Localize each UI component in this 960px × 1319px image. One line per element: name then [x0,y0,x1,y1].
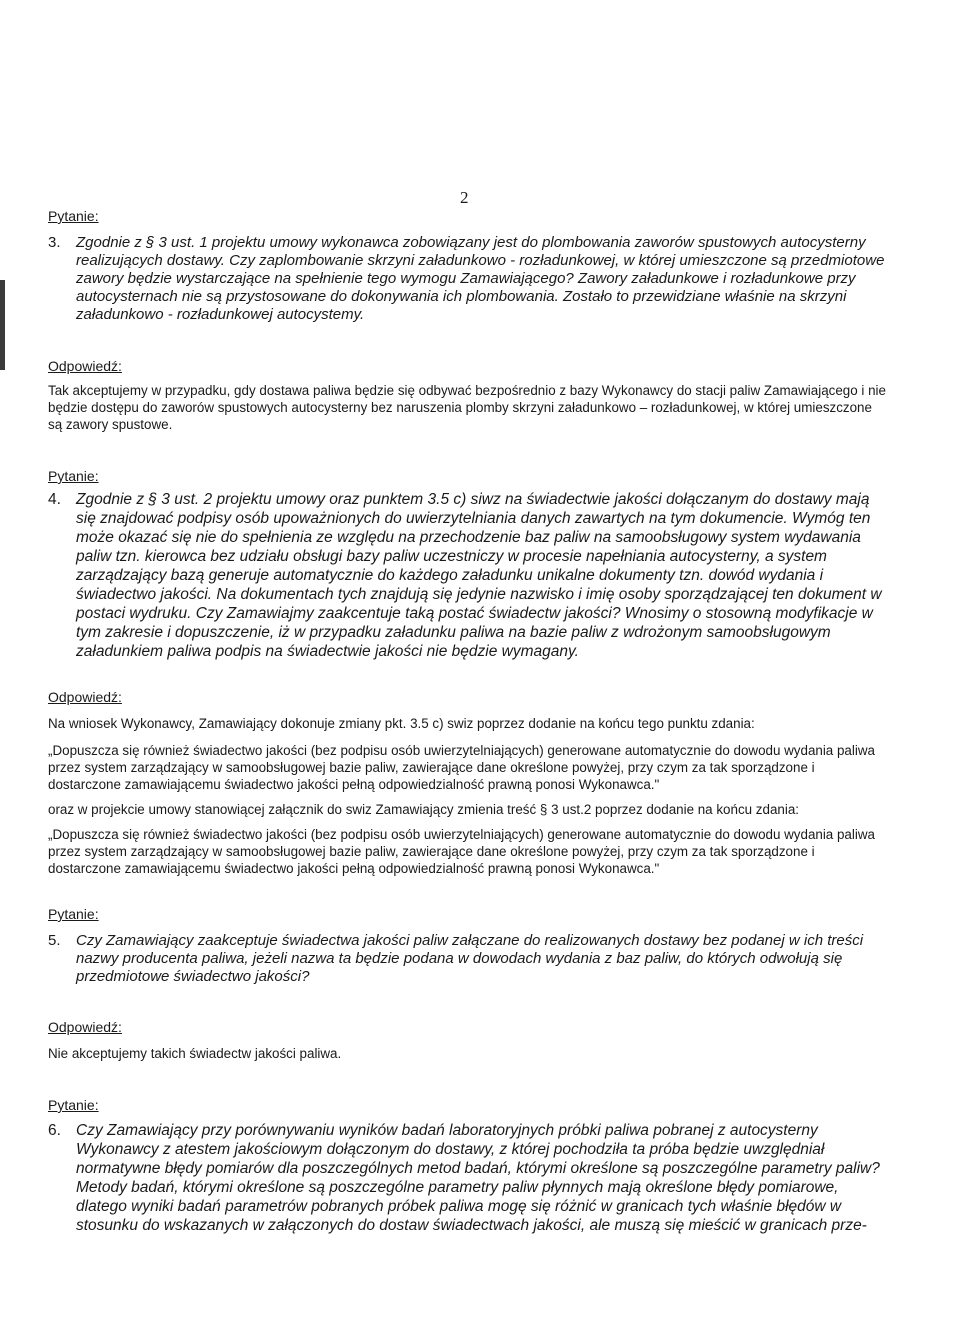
answer-label: Odpowiedź: [48,689,122,705]
question-text [48,932,888,986]
qa-item-3 [48,208,888,324]
question-label: Pytanie: [48,468,99,484]
question-body: Zgodnie z § 3 ust. 1 projektu umowy wykonawca zobowiązany jest do plombowania zaworów spustowych autocysterny realizujących dostawy. Czy zaplombowanie skrzyni załadunkowo - rozładunkowej, w której umieszczone są przedmiotowe zawory będzie wystarczające na spełnienie tego wymogu Zamawiającego? Zawory załadunkowe i rozładunkowe przy autocysternach nie są przystosowane do dokonywania ich plombowania. Zostało to przewidziane właśnie na skrzyni załadunkowo - rozładunkowej autocystemy. [76,234,885,323]
question-body: Zgodnie z § 3 ust. 2 projektu umowy oraz punktem 3.5 c) siwz na świadectwie jakości dołączanym do dostawy mają się znajdować podpisy osób upoważnionych do uwierzytelniania danych zawartych na tym dokumencie. Wymóg ten może okazać się nie do spełnienia ze względu na przechodzenie baz paliw na samoobsługowy system wydawania paliw tzn. kierowca bez udziału obsługi bazy paliw uczestniczy w procesie napełniania autocysterny, a system zarządzający bazą generuje automatycznie do każdego załadunku unikalne dokumenty tzn. dowód wydania i świadectwo jakości. Na dokumentach tych znajdują się jedynie nazwisko i imię osoby sporządzającej ten dokument w postaci wydruku. Czy Zamawiajmy zaakcentuje taką postać świadectw jakości? Wnosimy o stosowną modyfikacje w tym zakresie i dopuszczenie, iż w przypadku załadunku paliwa na bazie paliw z wdrożonym samoobsługowym załadunkiem paliwa podpis na świadectwie jakości nie będzie wymagany. [76,491,882,660]
question-label: Pytanie: [48,1097,99,1113]
answer-paragraph: oraz w projekcie umowy stanowiącej załącznik do swiz Zamawiający zmienia treść § 3 ust.2 poprzez dodanie na końcu zdania: [48,802,799,817]
question-number: 3. [48,234,61,251]
question-label: Pytanie: [48,906,99,922]
qa-item-4 [48,468,888,661]
question-body: Czy Zamawiający zaakceptuje świadectwa jakości paliw załączane do realizowanych dostawy bez podanej w ich treści nazwy producenta paliwa, jeżeli nazwa ta będzie podana w dowodach wydania z baz paliw, do których odwołują się przedmiotowe świadectwo jakości? [76,932,864,985]
answer-paragraph: „Dopuszcza się również świadectwo jakości (bez podpisu osób uwierzytelniających) generowane automatycznie do dowodu wydania paliwa przez system zarządzający w samoobsługowej bazie paliw, zawierające dane określone powyżej, przy czym za tak sporządzone i dostarczone zamawiającemu świadectwo jakości pełną odpowiedzialność prawną ponosi Wykonawca." [48,827,875,876]
answer-3 [48,358,888,433]
answer-label: Odpowiedź: [48,358,122,374]
answer-label: Odpowiedź: [48,1019,122,1035]
answer-paragraph: Nie akceptujemy takich świadectw jakości paliwa. [48,1046,342,1061]
question-text [48,490,888,661]
qa-item-5 [48,906,888,986]
question-number: 4. [48,491,61,508]
question-text [48,1121,888,1235]
question-number: 6. [48,1122,61,1139]
question-body: Czy Zamawiający przy porównywaniu wyników badań laboratoryjnych próbki paliwa pobranej z autocysterny Wykonawcy z atestem jakościowym dołączonym do dostawy, z której pochodziła ta próba będzie uwzględniał normatywne błędy pomiarów dla poszczególnych metod badań, którymi określone są poszczególne parametry paliw? Metody badań, którymi określone są poszczególne parametry paliw płynnych mają określone błędy pomiarowe, dlatego wyniki badań parametrów pobranych próbek paliwa mogę się różnić w granicach tych właśnie błędów w stosunku do wskazanych w załączonych do dostaw świadectwach jakości, ale muszą się mieścić w granicach prze- [76,1122,880,1234]
answer-paragraph: „Dopuszcza się również świadectwo jakości (bez podpisu osób uwierzytelniających) generowane automatycznie do dowodu wydania paliwa przez system zarządzający w samoobsługowej bazie paliw, zawierające dane określone powyżej, przy czym za tak sporządzone i dostarczone zamawiającemu świadectwo jakości pełną odpowiedzialność prawną ponosi Wykonawca." [48,743,875,792]
question-number: 5. [48,932,61,949]
answer-5 [48,1019,888,1062]
question-label: Pytanie: [48,208,99,224]
scan-edge-mark [0,280,5,370]
answer-4 [48,689,888,877]
page-number: 2 [460,188,469,207]
qa-item-6 [48,1097,888,1235]
answer-paragraph: Na wniosek Wykonawcy, Zamawiający dokonuje zmiany pkt. 3.5 c) swiz poprzez dodanie na końcu tego punktu zdania: [48,716,755,731]
answer-paragraph: Tak akceptujemy w przypadku, gdy dostawa paliwa będzie się odbywać bezpośrednio z bazy Wykonawcy do stacji paliw Zamawiającego i nie będzie dostępu do zaworów spustowych autocysterny bez naruszenia plomby skrzyni załadunkowo – rozładunkowej, w której umieszczone są zawory spustowe. [48,383,886,432]
question-text [48,234,888,324]
